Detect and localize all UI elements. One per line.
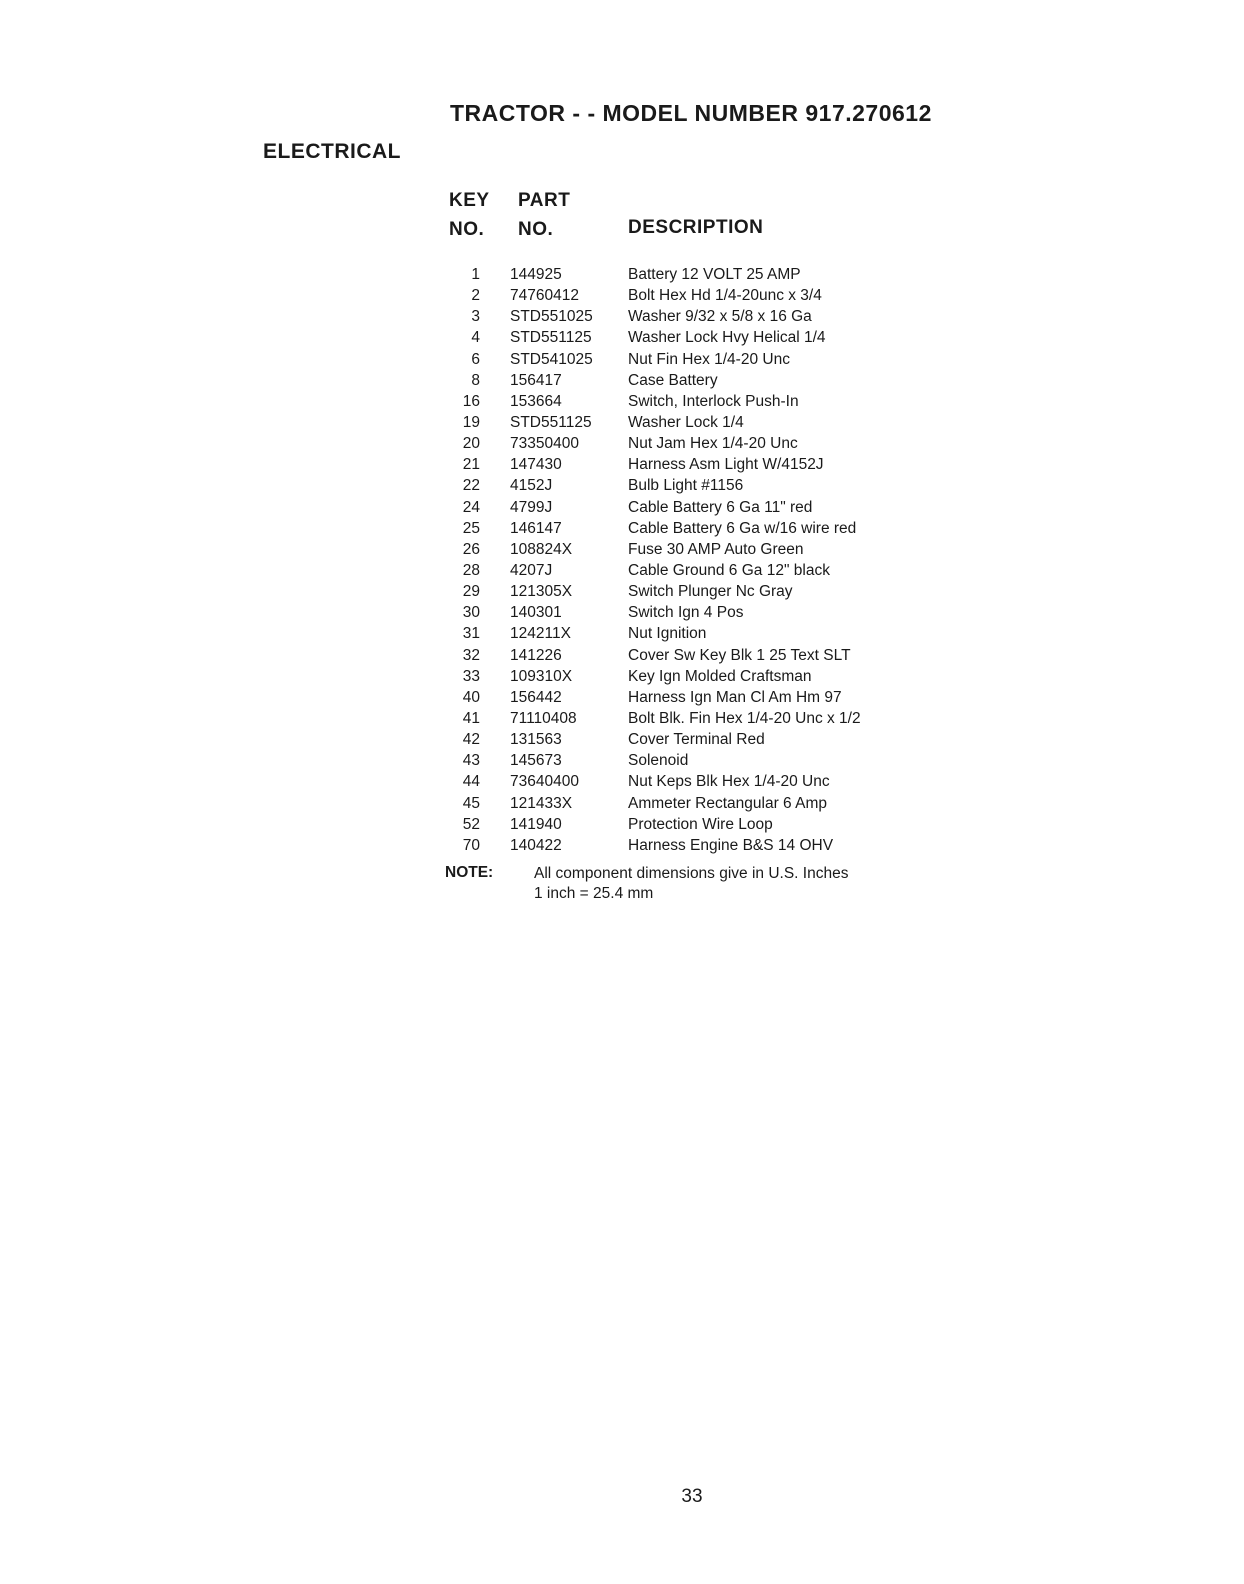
part-number: 121433X xyxy=(510,794,573,812)
key-number: 3 xyxy=(471,308,480,326)
part-description: Harness Asm Light W/4152J xyxy=(628,456,824,474)
table-row xyxy=(440,349,920,370)
part-description: Cover Terminal Red xyxy=(628,731,765,749)
part-description: Case Battery xyxy=(628,371,718,389)
table-row xyxy=(440,814,920,835)
part-description: Bolt Hex Hd 1/4-20unc x 3/4 xyxy=(628,287,822,305)
key-number: 25 xyxy=(462,519,480,537)
part-number: STD551125 xyxy=(510,413,592,431)
table-row xyxy=(440,708,920,729)
part-description: Washer Lock 1/4 xyxy=(628,413,744,431)
key-number: 32 xyxy=(462,646,480,664)
part-number: 4207J xyxy=(510,561,553,579)
key-number: 8 xyxy=(471,371,480,389)
key-number: 19 xyxy=(462,413,480,431)
part-description: Cable Battery 6 Ga 11" red xyxy=(628,498,813,516)
note-line-1: All component dimensions give in U.S. Inches xyxy=(534,865,849,882)
part-description: Switch Ign 4 Pos xyxy=(628,604,744,622)
part-description: Cable Ground 6 Ga 12" black xyxy=(628,561,830,579)
part-description: Washer Lock Hvy Helical 1/4 xyxy=(628,329,826,347)
key-number: 21 xyxy=(462,456,480,474)
key-number: 33 xyxy=(462,667,480,685)
table-row xyxy=(440,666,920,687)
part-description: Switch Plunger Nc Gray xyxy=(628,583,793,601)
section-heading: ELECTRICAL xyxy=(263,140,401,163)
table-row xyxy=(440,327,920,348)
key-number: 30 xyxy=(462,604,480,622)
part-number: 73640400 xyxy=(510,773,579,791)
part-number: 147430 xyxy=(510,456,562,474)
table-row xyxy=(440,412,920,433)
key-number: 24 xyxy=(462,498,480,516)
part-description: Key Ign Molded Craftsman xyxy=(628,667,812,685)
part-description: Nut Keps Blk Hex 1/4-20 Unc xyxy=(628,773,830,791)
table-row xyxy=(440,602,920,623)
part-description: Nut Jam Hex 1/4-20 Unc xyxy=(628,435,798,453)
table-row xyxy=(440,539,920,560)
part-number: STD541025 xyxy=(510,350,593,368)
part-number: 146147 xyxy=(510,519,562,537)
table-row xyxy=(440,433,920,454)
table-row xyxy=(440,306,920,327)
note-text xyxy=(534,864,848,904)
key-number: 31 xyxy=(462,625,480,643)
note-line-2: 1 inch = 25.4 mm xyxy=(534,885,654,902)
part-description: Switch, Interlock Push-In xyxy=(628,392,799,410)
part-description: Bolt Blk. Fin Hex 1/4-20 Unc x 1/2 xyxy=(628,709,861,727)
part-number: 73350400 xyxy=(510,435,579,453)
part-description: Cable Battery 6 Ga w/16 wire red xyxy=(628,519,857,537)
table-row xyxy=(440,623,920,644)
part-description: Nut Fin Hex 1/4-20 Unc xyxy=(628,350,790,368)
key-number: 6 xyxy=(471,350,480,368)
header-part-line1: PART xyxy=(518,190,571,211)
table-row xyxy=(440,497,920,518)
part-description: Solenoid xyxy=(628,752,689,770)
page-number-container xyxy=(0,1486,1244,1508)
part-description: Battery 12 VOLT 25 AMP xyxy=(628,266,801,283)
key-number: 70 xyxy=(462,836,480,854)
parts-list xyxy=(440,264,920,856)
table-row xyxy=(440,264,920,285)
table-row xyxy=(440,729,920,750)
part-number: 109310X xyxy=(510,667,573,685)
key-number: 16 xyxy=(462,392,480,410)
table-row xyxy=(440,454,920,475)
part-number: 74760412 xyxy=(510,287,579,305)
table-row xyxy=(440,475,920,496)
key-number: 2 xyxy=(471,287,480,305)
table-row xyxy=(440,750,920,771)
part-number: 141940 xyxy=(510,815,562,833)
part-number: 4799J xyxy=(510,498,553,516)
key-number: 40 xyxy=(462,688,480,706)
part-number: 124211X xyxy=(510,625,571,643)
header-key-line1: KEY xyxy=(449,190,490,211)
part-number: 140301 xyxy=(510,604,562,622)
table-row xyxy=(440,560,920,581)
part-number: 145673 xyxy=(510,752,562,770)
table-row xyxy=(440,518,920,539)
table-row xyxy=(440,687,920,708)
key-number: 44 xyxy=(462,773,480,791)
part-number: 156417 xyxy=(510,371,562,389)
key-number: 28 xyxy=(462,561,480,579)
part-number: STD551125 xyxy=(510,329,592,347)
part-number: STD551025 xyxy=(510,308,593,326)
header-key-line2: NO. xyxy=(449,219,485,240)
key-number: 20 xyxy=(462,435,480,453)
key-number: 43 xyxy=(462,752,480,770)
table-row xyxy=(440,771,920,792)
table-row xyxy=(440,285,920,306)
part-number: 141226 xyxy=(510,646,562,664)
part-description: Harness Ign Man Cl Am Hm 97 xyxy=(628,688,842,706)
table-row xyxy=(440,835,920,856)
table-row xyxy=(440,645,920,666)
part-description: Washer 9/32 x 5/8 x 16 Ga xyxy=(628,308,812,326)
page-title: TRACTOR - - MODEL NUMBER 917.270612 xyxy=(450,100,932,126)
key-number: 22 xyxy=(462,477,480,495)
table-row xyxy=(440,370,920,391)
part-number: 144925 xyxy=(510,266,562,283)
part-description: Nut Ignition xyxy=(628,625,707,643)
part-description: Harness Engine B&S 14 OHV xyxy=(628,836,834,854)
part-description: Protection Wire Loop xyxy=(628,815,773,833)
part-number: 156442 xyxy=(510,688,562,706)
header-description: DESCRIPTION xyxy=(628,217,764,238)
part-number: 153664 xyxy=(510,392,562,410)
part-number: 140422 xyxy=(510,836,562,854)
part-number: 131563 xyxy=(510,731,562,749)
key-number: 26 xyxy=(462,540,480,558)
note-label: NOTE: xyxy=(445,864,494,881)
part-number: 71110408 xyxy=(510,709,577,727)
key-number: 29 xyxy=(462,583,480,601)
part-number: 4152J xyxy=(510,477,553,495)
header-part-line2: NO. xyxy=(518,219,554,240)
part-description: Ammeter Rectangular 6 Amp xyxy=(628,794,828,812)
key-number: 52 xyxy=(462,815,480,833)
part-number: 121305X xyxy=(510,583,573,601)
table-row xyxy=(440,391,920,412)
key-number: 42 xyxy=(462,731,480,749)
key-number: 4 xyxy=(471,329,480,347)
part-number: 108824X xyxy=(510,540,573,558)
part-description: Fuse 30 AMP Auto Green xyxy=(628,540,804,558)
part-description: Cover Sw Key Blk 1 25 Text SLT xyxy=(628,646,851,664)
page-number: 33 xyxy=(681,1486,703,1507)
key-number: 1 xyxy=(471,266,480,283)
part-description: Bulb Light #1156 xyxy=(628,477,744,495)
key-number: 41 xyxy=(462,709,480,727)
table-row xyxy=(440,793,920,814)
table-row xyxy=(440,581,920,602)
key-number: 45 xyxy=(462,794,480,812)
